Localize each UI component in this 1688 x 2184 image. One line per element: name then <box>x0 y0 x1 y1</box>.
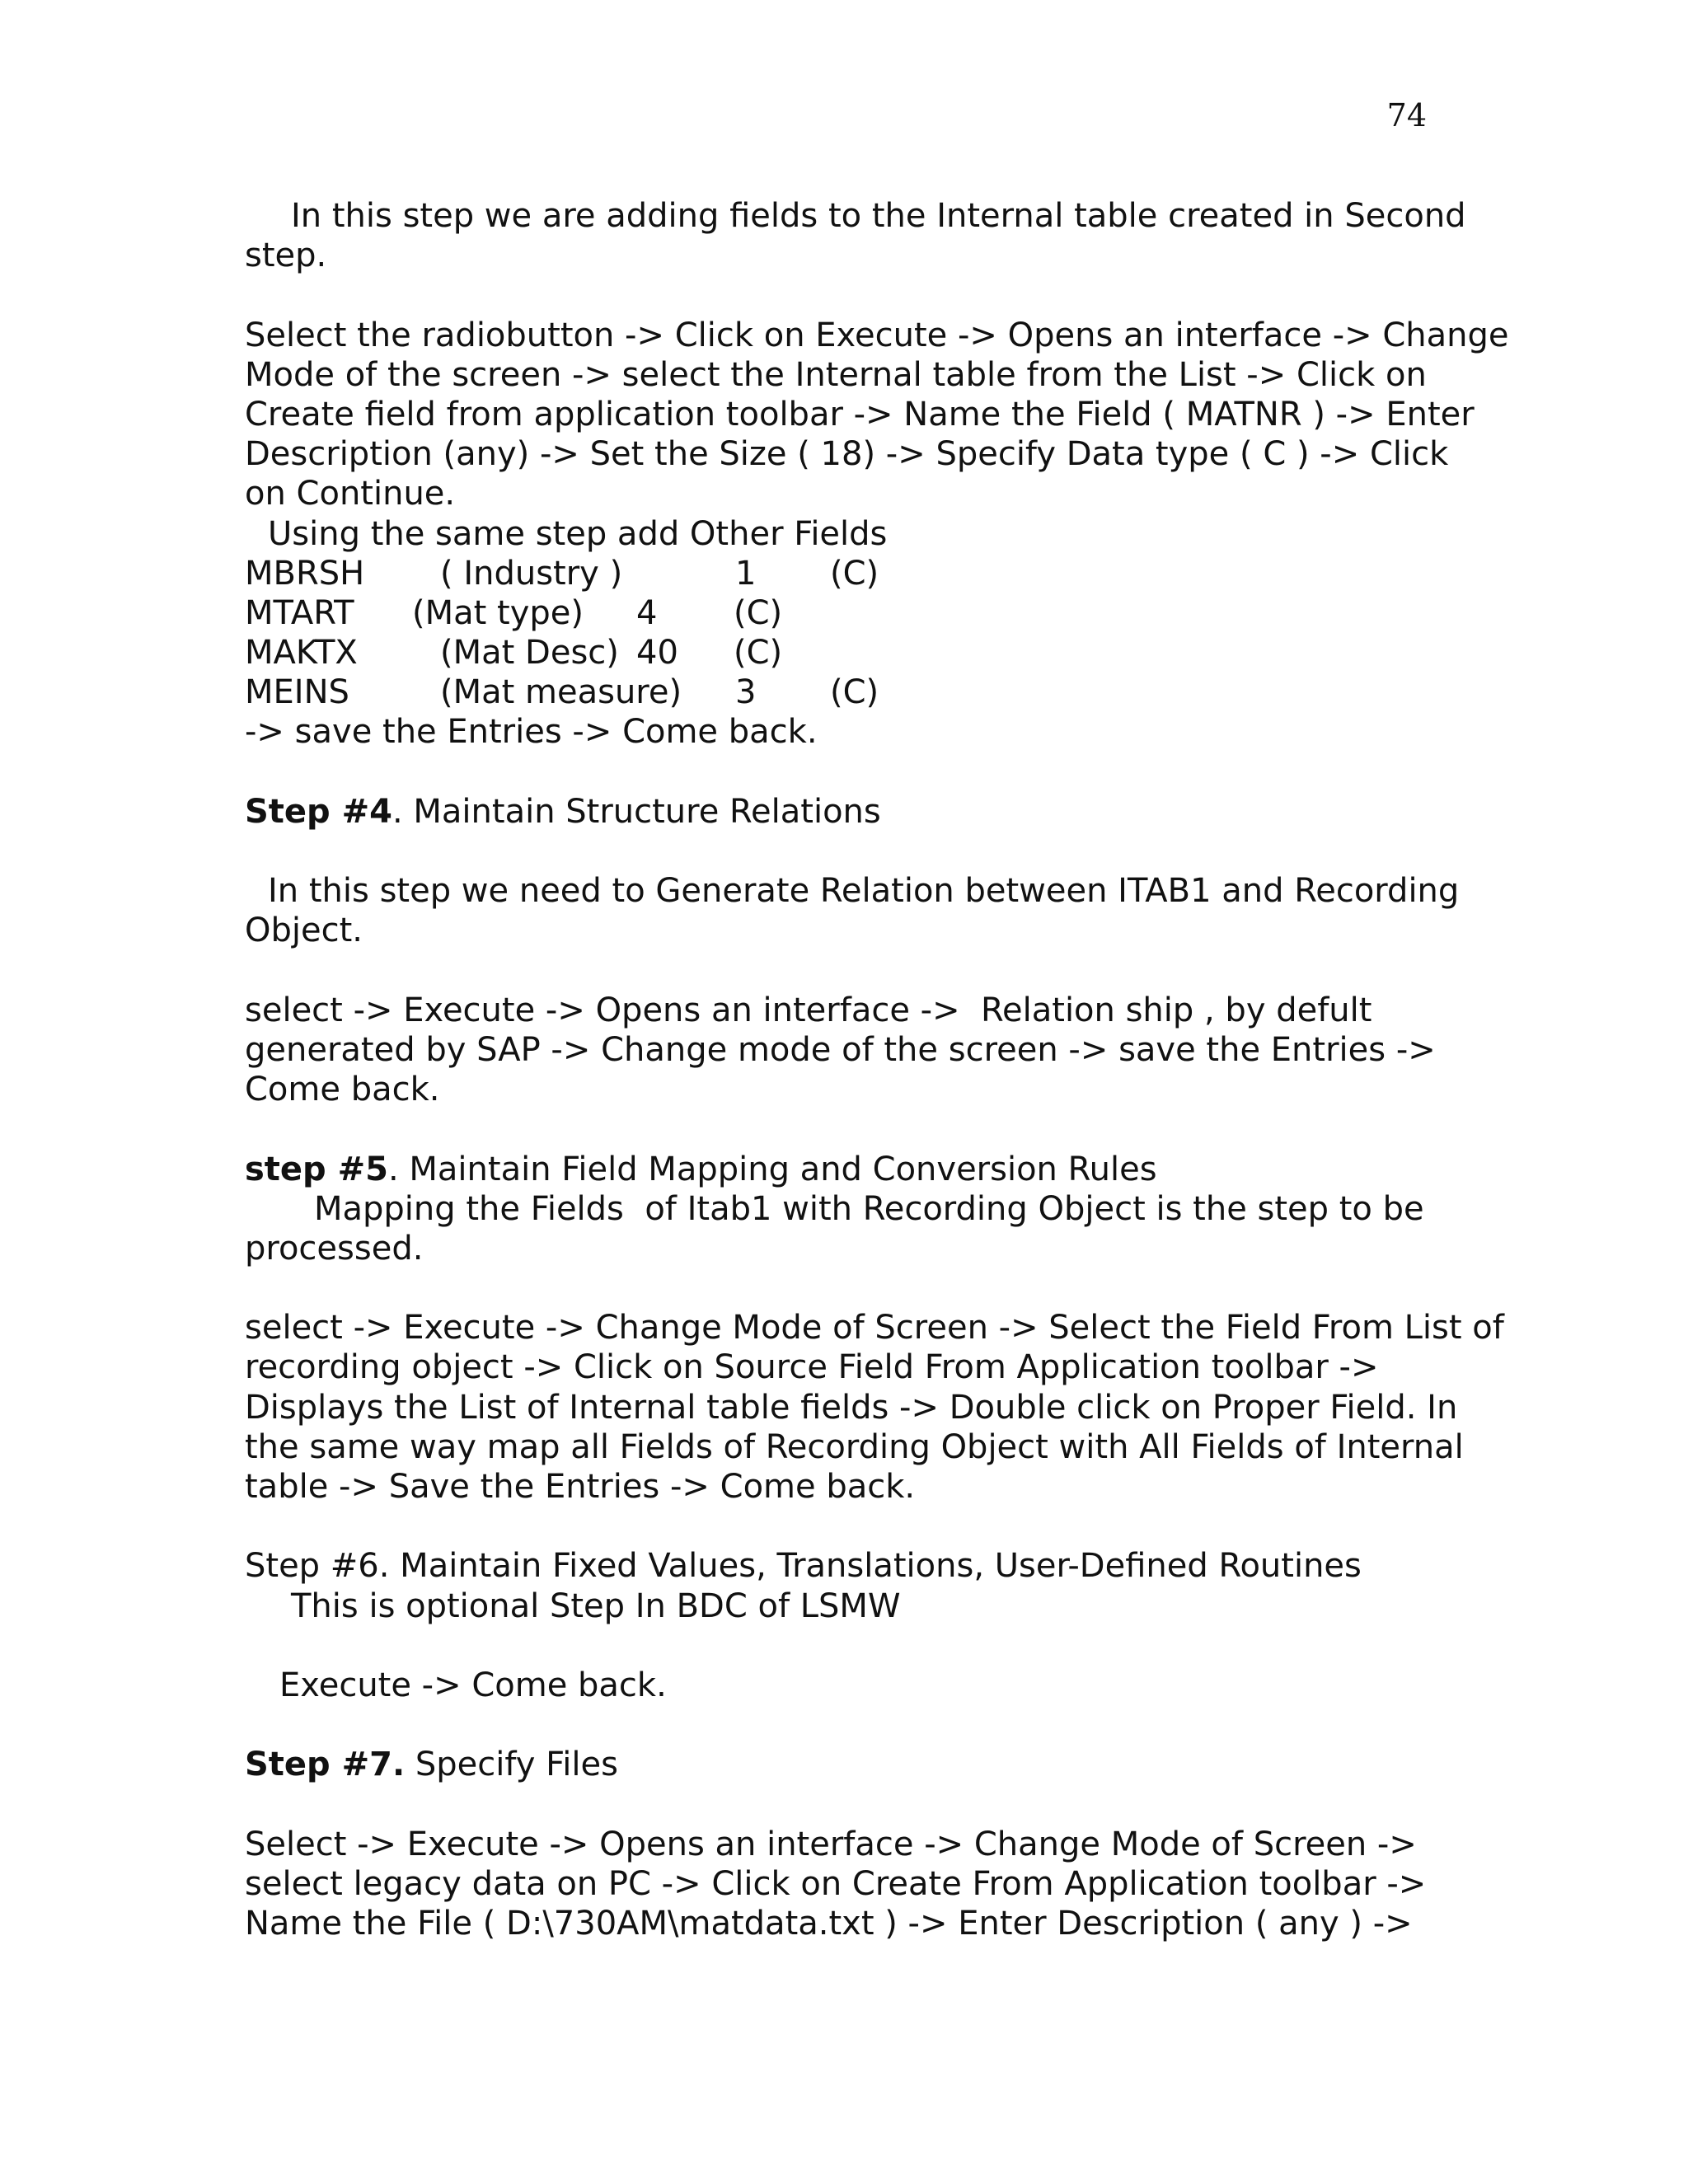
step4-desc: In this step we need to Generate Relation between ITAB1 and Recording <box>268 872 1460 911</box>
page-number: 74 <box>1386 97 1427 134</box>
field-name: MAKTX <box>245 634 358 673</box>
step4-label: Step #4 <box>245 792 392 831</box>
field-name: MEINS <box>245 673 349 712</box>
field-size: 4 <box>636 593 658 632</box>
paragraph-gap <box>245 951 1531 991</box>
step7-proc: Name the File ( D:\730AM\matdata.txt ) -> Enter Description ( any ) -> <box>245 1905 1413 1943</box>
field-size: 3 <box>735 673 757 712</box>
procedure-line: on Continue. <box>245 475 456 513</box>
step6-proc: Execute -> Come back. <box>279 1666 667 1704</box>
procedure-line: Select the radiobutton -> Click on Execute -> Opens an interface -> Change <box>245 316 1509 354</box>
step5-proc: table -> Save the Entries -> Come back. <box>245 1468 916 1506</box>
step5-desc: processed. <box>245 1229 424 1268</box>
step4-heading <box>245 792 1531 832</box>
intro-line: In this step we are adding fields to the Internal table created in Second <box>291 197 1466 235</box>
paragraph-gap <box>245 1626 1531 1666</box>
field-row-meins <box>245 673 1531 712</box>
step5-proc: Displays the List of Internal table fields -> Double click on Proper Field. In <box>245 1388 1458 1427</box>
step5-label: step #5 <box>245 1150 388 1188</box>
step5-proc: select -> Execute -> Change Mode of Screen -> Select the Field From List of <box>245 1309 1504 1347</box>
step5-heading <box>245 1150 1531 1189</box>
field-type: (C) <box>830 673 879 712</box>
procedure-line: Description (any) -> Set the Size ( 18) -> Specify Data type ( C ) -> Click <box>245 435 1449 474</box>
step7-heading <box>245 1745 1531 1784</box>
paragraph-gap <box>245 1705 1531 1745</box>
paragraph-gap <box>245 752 1531 792</box>
paragraph-gap <box>245 1109 1531 1149</box>
step6-heading: Step #6. Maintain Fixed Values, Translations, User-Defined Routines <box>245 1547 1362 1586</box>
field-row-maktx <box>245 633 1531 673</box>
step5-proc: recording object -> Click on Source Field From Application toolbar -> <box>245 1348 1379 1387</box>
paragraph-gap <box>245 1268 1531 1308</box>
document-body <box>245 196 1531 1943</box>
step5-title: . Maintain Field Mapping and Conversion Rules <box>387 1150 1157 1188</box>
step4-proc: Come back. <box>245 1071 440 1109</box>
field-desc: (Mat type) <box>412 593 584 632</box>
field-row-mtart <box>245 593 1531 633</box>
field-type: (C) <box>734 634 783 673</box>
field-type: (C) <box>734 593 783 632</box>
step7-proc: Select -> Execute -> Opens an interface -> Change Mode of Screen -> <box>245 1825 1417 1863</box>
field-desc: (Mat measure) <box>440 673 682 712</box>
paragraph-gap <box>245 1507 1531 1546</box>
step7-label: Step #7. <box>245 1746 406 1784</box>
other-fields-intro: Using the same step add Other Fields <box>268 514 888 553</box>
field-name: MTART <box>245 593 354 632</box>
procedure-line: Mode of the screen -> select the Internal table from the List -> Click on <box>245 355 1427 394</box>
step4-proc: generated by SAP -> Change mode of the screen -> save the Entries -> <box>245 1030 1436 1069</box>
field-size: 40 <box>636 634 678 673</box>
step5-proc: the same way map all Fields of Recording Object with All Fields of Internal <box>245 1427 1464 1466</box>
field-desc: (Mat Desc) <box>440 634 619 673</box>
field-row-mbrsh <box>245 554 1531 593</box>
paragraph-gap <box>245 832 1531 871</box>
field-desc: ( Industry ) <box>440 554 623 593</box>
step7-proc: select legacy data on PC -> Click on Create From Application toolbar -> <box>245 1864 1427 1903</box>
step5-desc: Mapping the Fields of Itab1 with Recording Object is the step to be <box>314 1189 1424 1228</box>
field-type: (C) <box>830 554 879 593</box>
field-name: MBRSH <box>245 554 365 593</box>
procedure-closing: -> save the Entries -> Come back. <box>245 713 818 752</box>
step4-title: . Maintain Structure Relations <box>392 792 881 831</box>
step4-proc: select -> Execute -> Opens an interface -> Relation ship , by defult <box>245 991 1372 1029</box>
step6-desc: This is optional Step In BDC of LSMW <box>291 1586 901 1625</box>
step4-desc: Object. <box>245 912 363 950</box>
intro-line: step. <box>245 237 327 275</box>
procedure-line: Create field from application toolbar -> Name the Field ( MATNR ) -> Enter <box>245 395 1475 434</box>
field-size: 1 <box>735 554 757 593</box>
paragraph-gap <box>245 1785 1531 1825</box>
step7-title: Specify Files <box>405 1746 618 1784</box>
paragraph-gap <box>245 275 1531 315</box>
